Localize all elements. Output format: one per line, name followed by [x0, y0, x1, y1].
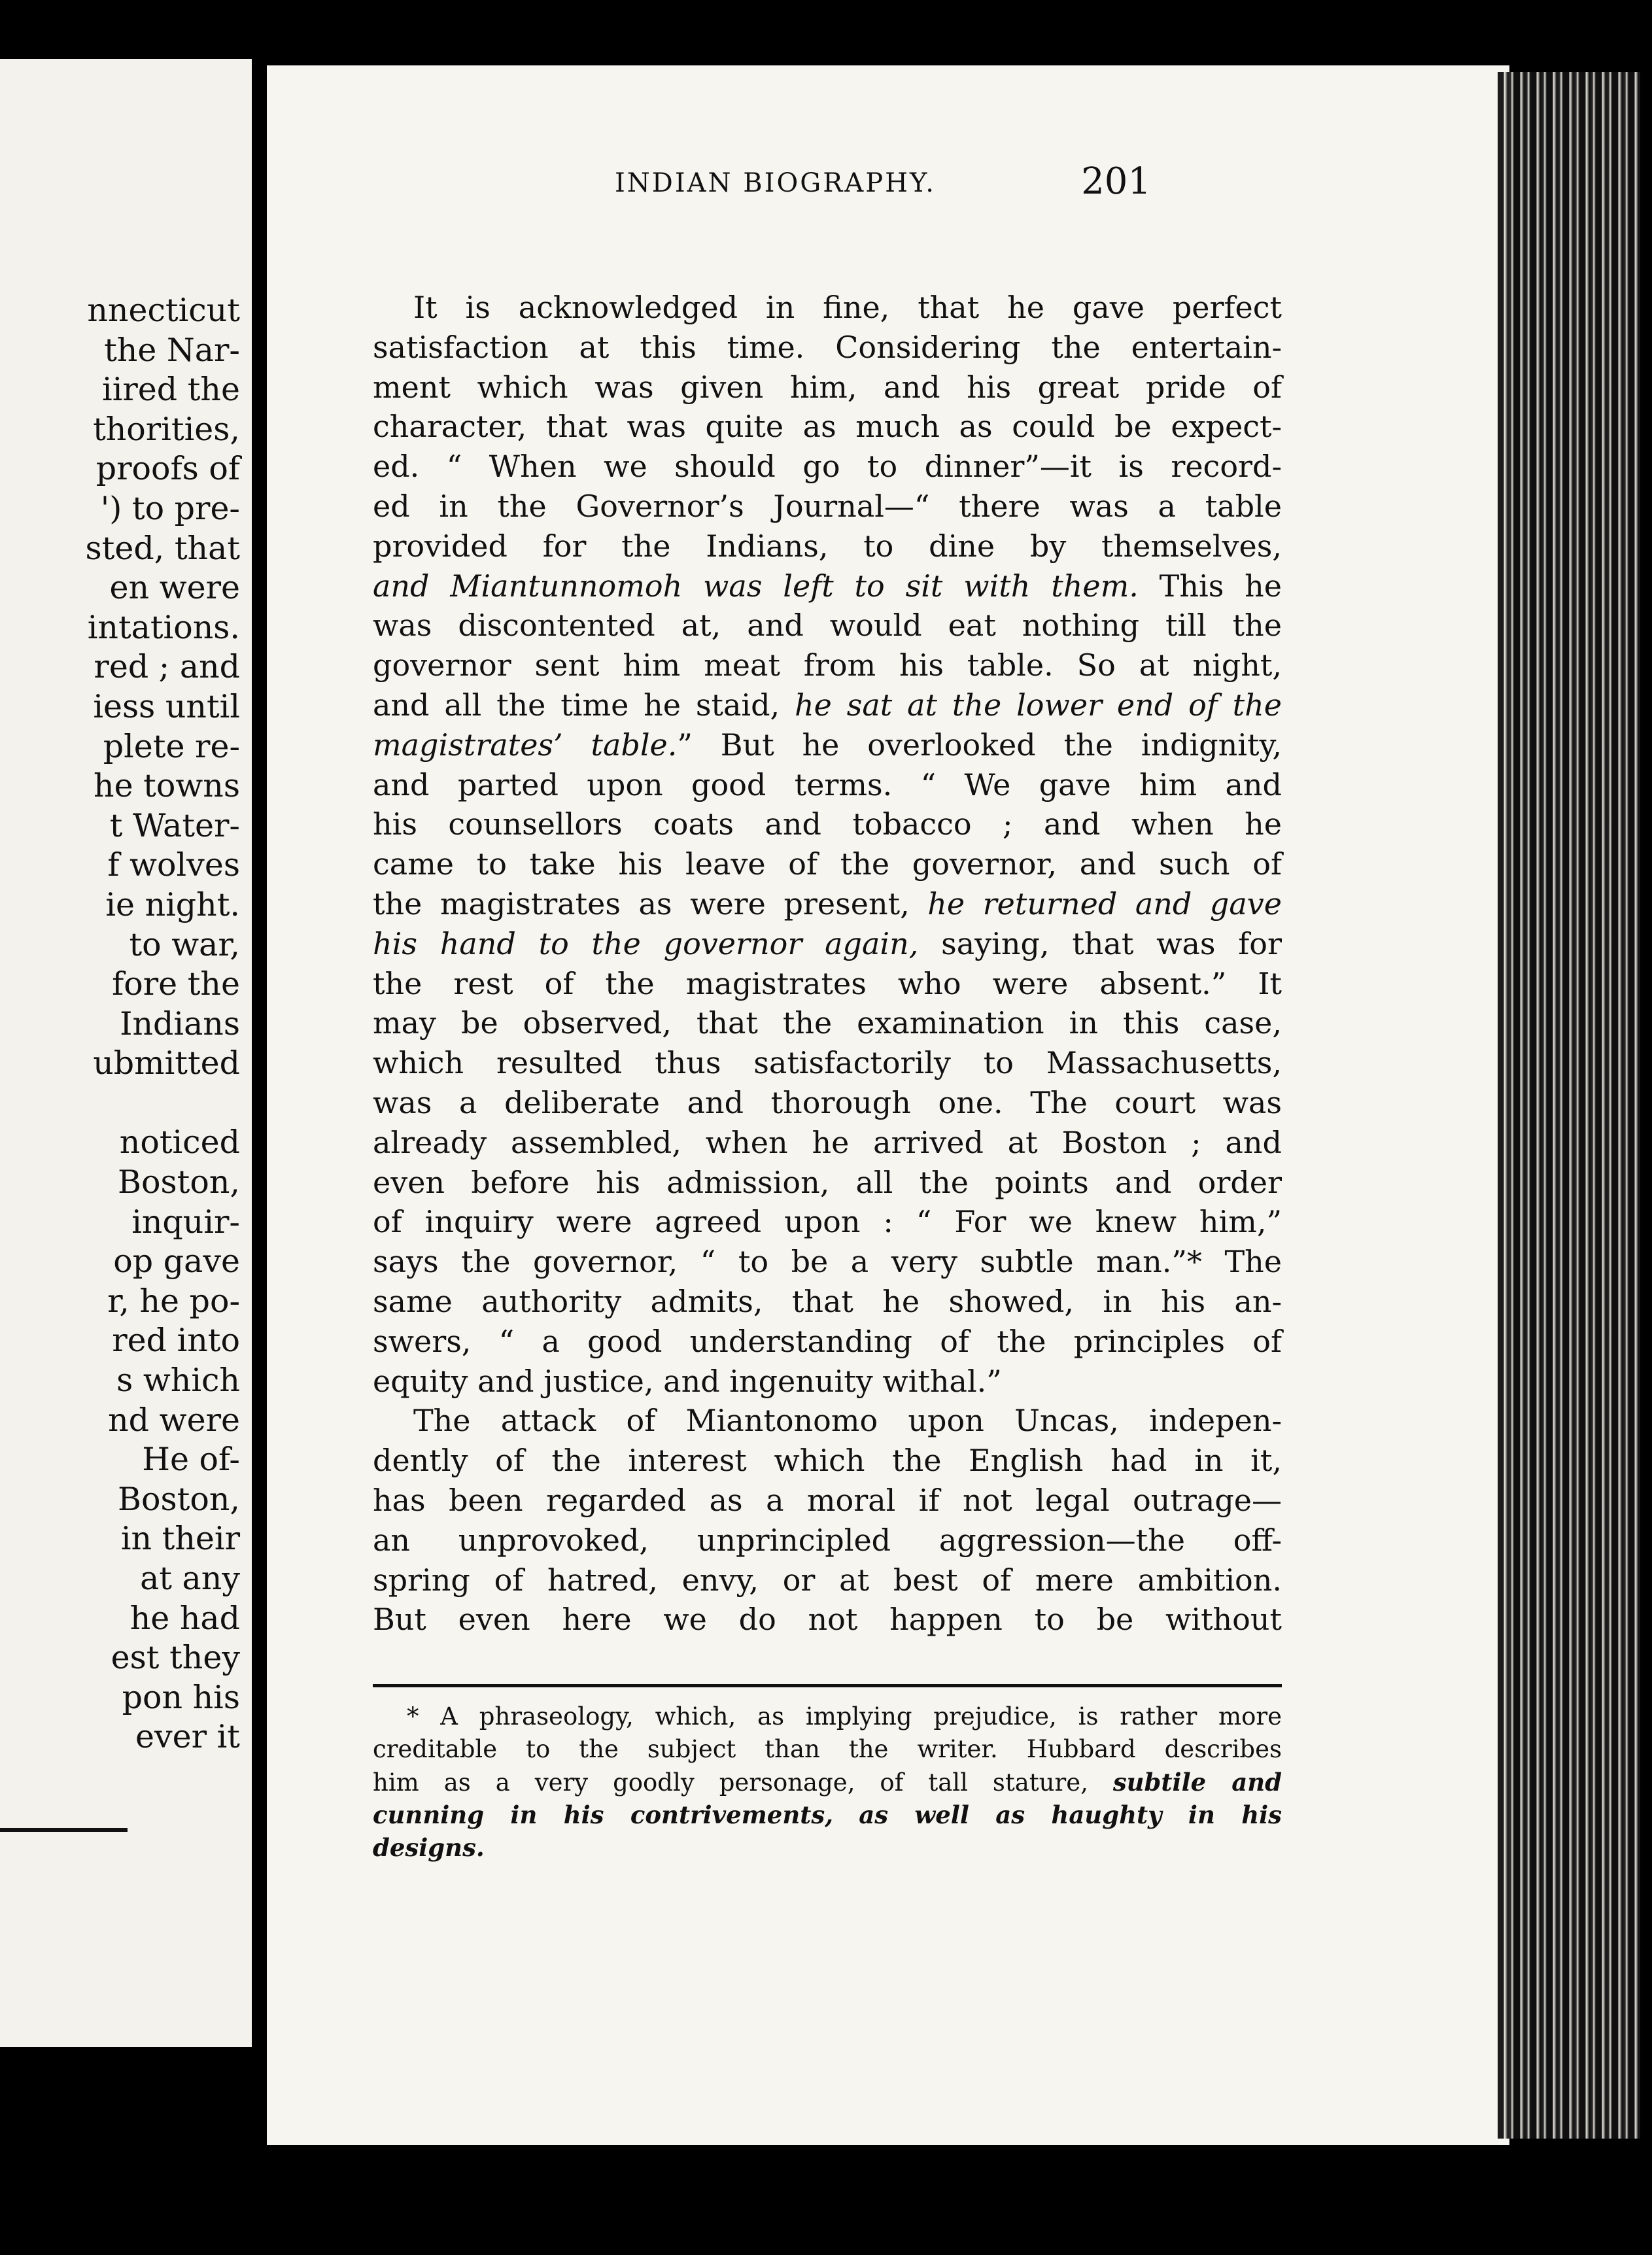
text-line: has been regarded as a moral if not legal outrage—	[373, 1482, 1282, 1518]
text-line: the rest of the magistrates who were absent.” It	[373, 965, 1282, 1001]
left-page-line	[5, 1084, 240, 1124]
text-line	[373, 566, 1282, 606]
left-page-line: r, he po-	[107, 1282, 240, 1320]
body-text	[373, 288, 1282, 1640]
text-line: swers, “ a good understanding of the principles of	[373, 1323, 1282, 1359]
text-line: same authority admits, that he showed, in his an-	[373, 1283, 1282, 1319]
italic-quote: his hand to the governor again,	[373, 925, 919, 961]
left-page-line: Indians	[120, 1005, 240, 1042]
left-page-line: en were	[109, 569, 240, 607]
text-line: was discontented at, and would eat nothing till the	[373, 608, 1282, 644]
italic-quote: he returned and gave	[927, 886, 1282, 921]
left-page-line: ie night.	[105, 886, 240, 923]
left-page-line: nd were	[108, 1401, 240, 1439]
left-page-line: noticed	[119, 1124, 240, 1162]
text-line: satisfaction at this time. Considering the entertain-	[373, 329, 1282, 365]
italic-quote: subtile and	[1112, 1768, 1282, 1797]
text-line: spring of hatred, envy, or at best of mere ambition.	[373, 1562, 1282, 1598]
text-line: ed. “ When we should go to dinner”—it is record-	[373, 449, 1282, 485]
text-segment: and all the time he staid,	[373, 687, 780, 723]
left-page-line: thorities,	[93, 410, 240, 448]
footnote-line: * A phraseology, which, as implying prejudice, is rather more	[407, 1702, 1282, 1730]
footnote-line	[373, 1799, 1282, 1831]
left-page-line: ') to pre-	[100, 489, 240, 527]
text-line	[373, 924, 1282, 964]
text-line	[373, 685, 1282, 725]
footnote-line: creditable to the subject than the writer. Hubbard describes	[373, 1735, 1282, 1763]
left-page-line: f wolves	[107, 846, 240, 884]
left-page-line: pon his	[122, 1678, 240, 1716]
left-page-line: intations.	[87, 608, 240, 646]
page-number: 201	[1081, 160, 1151, 203]
text-line: and parted upon good terms. “ We gave him and	[373, 766, 1282, 802]
left-page-line: Boston,	[118, 1163, 240, 1201]
text-line: his counsellors coats and tobacco ; and when he	[373, 806, 1282, 842]
left-page-line: fore the	[112, 965, 240, 1003]
text-line: of inquiry were agreed upon : “ For we knew him,”	[373, 1204, 1282, 1240]
left-page-line: he towns	[94, 767, 240, 805]
italic-quote: magistrates’ table.	[373, 727, 678, 763]
left-page-footnote-rule	[0, 1828, 128, 1832]
left-page-line: He of-	[142, 1441, 240, 1479]
left-page-line: red into	[112, 1322, 240, 1360]
text-segment: him as a very goodly personage, of tall stature,	[373, 1768, 1088, 1797]
left-page-line: nnecticut	[87, 292, 240, 329]
left-page-line: plete re-	[103, 727, 240, 765]
text-line: ment which was given him, and his great pride of	[373, 369, 1282, 405]
left-page-line: iess until	[93, 687, 240, 725]
italic-quote: he sat at the lower end of the	[795, 687, 1282, 723]
text-line: provided for the Indians, to dine by themselves,	[373, 528, 1282, 564]
left-page-line: op gave	[113, 1243, 240, 1281]
page-edge-strip	[1498, 72, 1640, 2139]
left-page-line: Boston,	[118, 1480, 240, 1518]
italic-quote: as well as haughty in his	[859, 1800, 1282, 1829]
left-page-line: ever it	[135, 1718, 240, 1756]
text-line: may be observed, that the examination in this case,	[373, 1005, 1282, 1041]
text-line: even before his admission, all the points and order	[373, 1164, 1282, 1200]
left-page-line: ubmitted	[93, 1044, 240, 1082]
left-page-line: to war,	[129, 925, 240, 963]
left-page-line: he had	[129, 1599, 240, 1637]
left-page-line: red ; and	[94, 648, 240, 686]
text-line: ed in the Governor’s Journal—“ there was a table	[373, 488, 1282, 524]
left-page-text-fragments	[5, 291, 240, 1757]
left-page	[0, 59, 252, 2047]
text-segment: the magistrates as were present,	[373, 886, 910, 921]
left-page-line: est they	[111, 1639, 240, 1677]
text-segment: ” But he overlooked the indignity,	[677, 727, 1282, 763]
text-line: equity and justice, and ingenuity withal.”	[373, 1363, 1002, 1399]
text-line: It is acknowledged in fine, that he gave perfect	[413, 290, 1282, 325]
italic-quote: cunning in his contrivements,	[373, 1800, 834, 1829]
left-page-line: at any	[140, 1560, 240, 1597]
footnote-line	[373, 1831, 1282, 1864]
left-page-line: the Nar-	[104, 331, 240, 369]
footnote-line	[373, 1766, 1282, 1799]
text-segment: This he	[1159, 568, 1282, 604]
running-head	[347, 160, 1151, 213]
italic-quote: designs.	[373, 1833, 485, 1862]
left-page-line: inquir-	[131, 1203, 240, 1241]
text-line: But even here we do not happen to be without	[373, 1602, 1282, 1638]
text-line: says the governor, “ to be a very subtle man.”* The	[373, 1244, 1282, 1280]
left-page-line: iired the	[102, 371, 240, 409]
text-line: character, that was quite as much as could be expect-	[373, 409, 1282, 445]
text-line: governor sent him meat from his table. So at night,	[373, 647, 1282, 683]
text-line: which resulted thus satisfactorily to Massachusetts,	[373, 1045, 1282, 1081]
left-page-line: sted, that	[85, 529, 240, 567]
left-page-line: in their	[120, 1520, 240, 1558]
text-line: The attack of Miantonomo upon Uncas, indepen-	[413, 1403, 1282, 1439]
left-page-line: proofs of	[95, 450, 240, 488]
text-line: an unprovoked, unprincipled aggression—the off-	[373, 1522, 1282, 1558]
text-line	[373, 725, 1282, 765]
left-page-line: s which	[116, 1362, 240, 1400]
running-title: INDIAN BIOGRAPHY.	[615, 168, 936, 198]
text-segment: saying, that was for	[941, 925, 1282, 961]
text-line	[373, 884, 1282, 924]
text-line: dently of the interest which the English had in it,	[373, 1443, 1282, 1479]
footnote	[373, 1700, 1282, 1864]
text-line: came to take his leave of the governor, and such of	[373, 846, 1282, 882]
italic-quote: and Miantunnomoh was left to sit with them.	[373, 568, 1139, 604]
text-line: was a deliberate and thorough one. The court was	[373, 1084, 1282, 1120]
left-page-line: t Water-	[109, 806, 240, 844]
footnote-rule	[373, 1684, 1282, 1687]
text-line: already assembled, when he arrived at Boston ; and	[373, 1124, 1282, 1160]
